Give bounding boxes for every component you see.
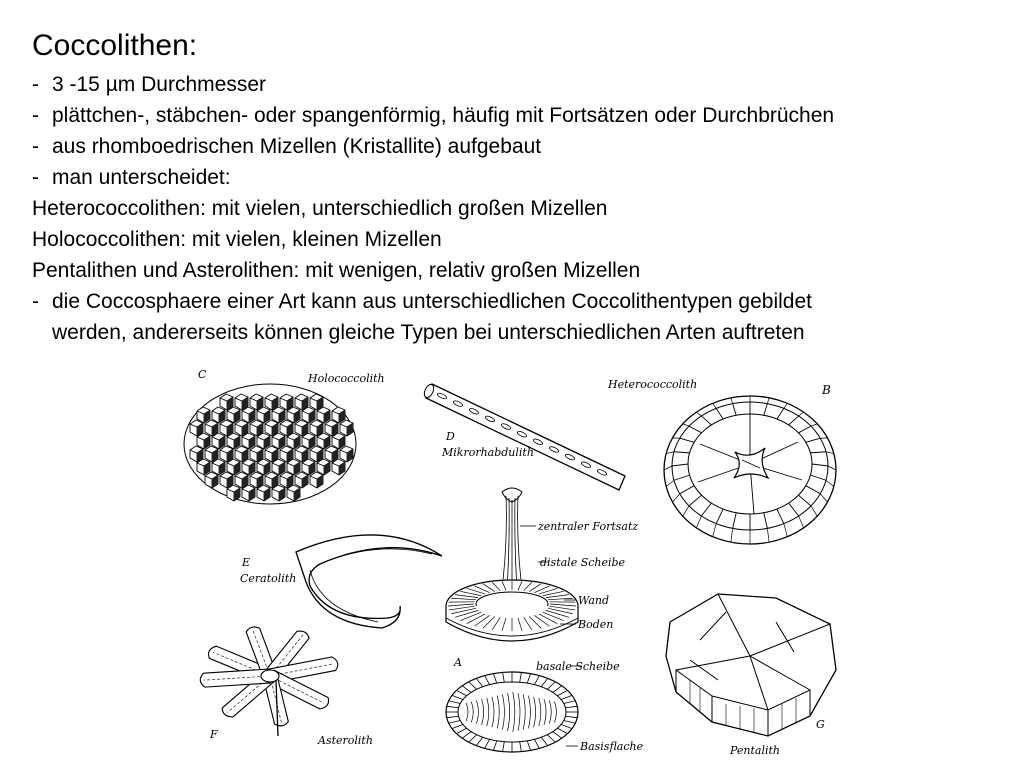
label-asterolith: Asterolith: [318, 734, 373, 747]
micelle-cube: [302, 407, 315, 423]
micelle-cube: [242, 407, 255, 423]
micelle-cube: [212, 459, 225, 475]
micelle-cube: [227, 407, 240, 423]
bullet-dash: -: [32, 166, 39, 189]
micelle-cube: [220, 472, 233, 488]
micelle-cube: [265, 394, 278, 410]
micelle-cube: [250, 446, 263, 462]
micelle-cube: [227, 485, 240, 501]
micelle-cube: [317, 433, 330, 449]
bullet-text: plättchen-, stäbchen- oder spangenförmig, häufig mit Fortsätzen oder Durchbrüchen: [52, 104, 835, 127]
micelle-cube: [302, 459, 315, 475]
micelle-cube: [280, 472, 293, 488]
micelle-cube: [250, 472, 263, 488]
bullet-text: die Coccosphaere einer Art kann aus unterschiedlichen Coccolithentypen gebildet: [52, 290, 812, 313]
bullet-text: man unterscheidet:: [52, 166, 231, 189]
bullet-text: aus rhomboedrischen Mizellen (Kristallite) aufgebaut: [52, 135, 542, 158]
micelle-cube: [235, 394, 248, 410]
micelle-cube: [287, 407, 300, 423]
pentalith-drawing: [666, 594, 836, 736]
micelle-cube: [220, 394, 233, 410]
micelle-cube: [250, 420, 263, 436]
label-mikrorhabdulith: Mikrorhabdulith: [442, 446, 534, 459]
bullet-text: 3 -15 µm Durchmesser: [52, 73, 266, 96]
label-wand: Wand: [578, 594, 610, 607]
label-distale-scheibe: distale Scheibe: [540, 556, 626, 569]
micelle-cube: [227, 459, 240, 475]
label-ceratolith: Ceratolith: [240, 572, 297, 585]
micelle-cube: [257, 433, 270, 449]
bullet-line-2: [32, 103, 834, 129]
label-basale-scheibe: basale Scheibe: [536, 660, 620, 673]
micelle-cube: [280, 420, 293, 436]
ceratolith-drawing: [296, 535, 442, 628]
bullet-dash: -: [32, 135, 39, 158]
micelle-cube: [257, 485, 270, 501]
micelle-cube: [272, 433, 285, 449]
asterolith-drawing: [200, 627, 338, 736]
text-line-pentalithen: Pentalithen und Asterolithen: mit wenigen, relativ großen Mizellen: [32, 259, 641, 282]
micelle-cube: [332, 459, 345, 475]
micelle-cube: [287, 459, 300, 475]
micelle-cube: [295, 420, 308, 436]
bullet-dash: -: [32, 104, 39, 127]
micelle-cube: [325, 446, 338, 462]
micelle-cube: [205, 420, 218, 436]
micelle-cube: [197, 433, 210, 449]
micelle-cube: [325, 420, 338, 436]
micelle-cube: [242, 433, 255, 449]
label-basisflache: Basisflache: [580, 740, 644, 753]
micelle-cube: [190, 420, 203, 436]
text-line-holococcolithen: Holococcolithen: mit vielen, kleinen Mizellen: [32, 228, 442, 251]
slide-title: Coccolithen:: [32, 29, 198, 62]
micelle-cube: [310, 446, 323, 462]
micelle-cube: [310, 394, 323, 410]
micelle-cube: [205, 446, 218, 462]
coccolith-figure: [170, 360, 870, 768]
text-line-heterococcolithen: Heterococcolithen: mit vielen, unterschiedlich großen Mizellen: [32, 197, 608, 220]
micelle-cube: [272, 407, 285, 423]
micelle-cube: [265, 420, 278, 436]
micelle-cube: [317, 459, 330, 475]
micelle-cube: [212, 407, 225, 423]
micelle-cube: [340, 446, 353, 462]
micelle-cube: [332, 407, 345, 423]
holococcolith-drawing: [184, 384, 356, 504]
micelle-cube: [280, 394, 293, 410]
micelle-cube: [310, 420, 323, 436]
label-pentalith: Pentalith: [730, 744, 781, 757]
micelle-cube: [332, 433, 345, 449]
bullet-line-1: [32, 72, 266, 98]
micelle-cube: [220, 420, 233, 436]
micelle-cube: [250, 394, 263, 410]
micelle-cube: [227, 433, 240, 449]
micelle-cube: [310, 472, 323, 488]
micelle-cube: [242, 459, 255, 475]
coccolith-drawings: [170, 360, 870, 768]
micelle-cube: [257, 407, 270, 423]
micelle-cube: [295, 472, 308, 488]
label-a: A: [454, 656, 462, 669]
micelle-cube: [317, 407, 330, 423]
micelle-cube: [287, 485, 300, 501]
micelle-cube: [205, 472, 218, 488]
label-heterococcolith: Heterococcolith: [608, 378, 698, 391]
micelle-cube: [242, 485, 255, 501]
micelle-cube: [235, 420, 248, 436]
micelle-cube: [272, 485, 285, 501]
bullet-dash: -: [32, 290, 39, 313]
micelle-cube: [190, 446, 203, 462]
micelle-cube: [295, 446, 308, 462]
label-c: C: [198, 368, 207, 381]
micelle-cube: [302, 433, 315, 449]
text-line-continuation: werden, andererseits können gleiche Typen bei unterschiedlichen Arten auftreten: [52, 321, 805, 344]
micelle-cube: [265, 446, 278, 462]
bullet-dash: -: [32, 73, 39, 96]
micelle-cube: [295, 394, 308, 410]
bullet-line-4: [32, 165, 231, 191]
micelle-cube: [340, 420, 353, 436]
bullet-line-5: [32, 289, 812, 315]
label-b: B: [822, 383, 831, 397]
micelle-cube: [287, 433, 300, 449]
label-e: E: [242, 556, 251, 569]
label-f: F: [210, 728, 218, 741]
label-zentraler-fortsatz: zentraler Fortsatz: [538, 520, 639, 533]
label-d: D: [446, 430, 455, 443]
micelle-cube: [197, 407, 210, 423]
heterococcolith-drawing: [664, 396, 836, 544]
micelle-cube: [265, 472, 278, 488]
label-g: G: [816, 718, 825, 731]
micelle-cube: [212, 433, 225, 449]
micelle-cube: [235, 472, 248, 488]
bullet-line-3: [32, 134, 541, 160]
micelle-cube: [272, 459, 285, 475]
micelle-cube: [280, 446, 293, 462]
micelle-cube: [197, 459, 210, 475]
micelle-cube: [257, 459, 270, 475]
label-boden: Boden: [578, 618, 614, 631]
micelle-cube: [220, 446, 233, 462]
micelle-cube: [235, 446, 248, 462]
label-holococcolith: Holococcolith: [308, 372, 385, 385]
